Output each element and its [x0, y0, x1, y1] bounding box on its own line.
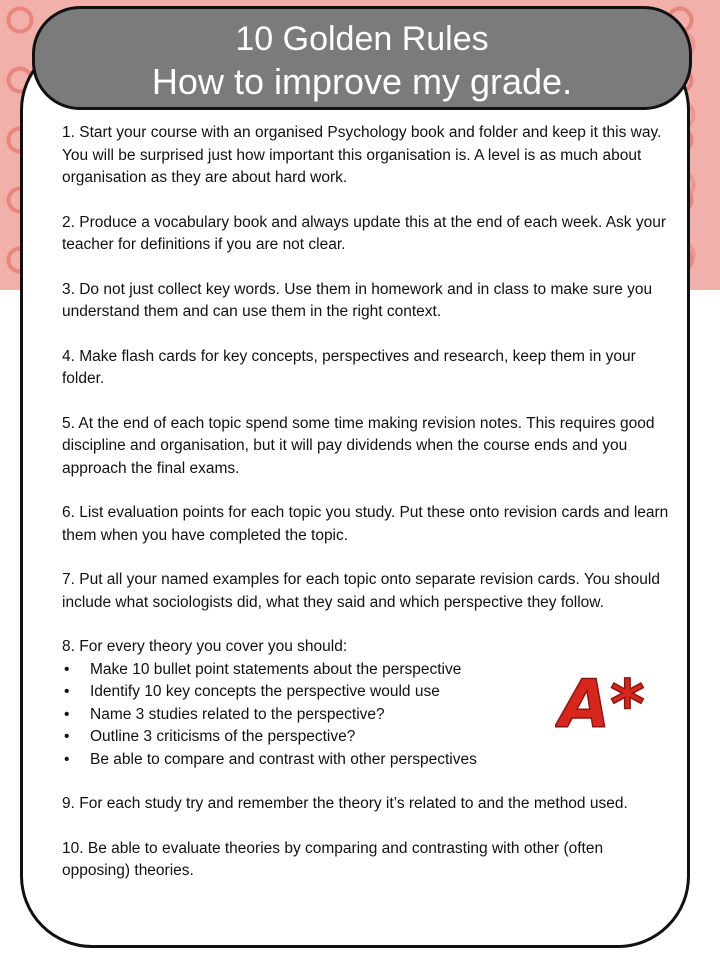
bullet-item: • Name 3 studies related to the perspective? — [62, 704, 672, 727]
rule-2: 2. Produce a vocabulary book and always update this at the end of each week. Ask your teacher for definitions if you are not clear. — [62, 213, 667, 253]
grade-badge-text: A* — [559, 666, 645, 743]
bullet-item: • Make 10 bullet point statements about the perspective — [62, 659, 672, 682]
bullet-item: • Outline 3 criticisms of the perspective? — [62, 726, 672, 749]
bullet-item: • Identify 10 key concepts the perspective would use — [62, 681, 672, 704]
rule-5: 5. At the end of each topic spend some time making revision notes. This requires good discipline and organisation, but it will pay dividends when the course ends and you approach the final exams. — [62, 414, 655, 477]
page-title: 10 Golden Rules — [235, 20, 489, 58]
page-subtitle: How to improve my grade. — [151, 61, 573, 102]
rule-7: 7. Put all your named examples for each topic onto separate revision cards. You should include what sociologists did, what they said and which perspective they follow. — [62, 571, 660, 611]
a-star-grade-icon — [555, 665, 655, 745]
bullet-item: • Be able to compare and contrast with other perspectives — [62, 749, 672, 772]
rule-4: 4. Make flash cards for key concepts, perspectives and research, keep them in your folder. — [62, 347, 636, 387]
rule-8: 8. For every theory you cover you should: — [62, 638, 348, 655]
title-banner — [32, 6, 692, 110]
rule-6: 6. List evaluation points for each topic you study. Put these onto revision cards and learn them when you have completed the topic. — [62, 504, 669, 544]
rule-1: 1. Start your course with an organised Psychology book and folder and keep it this way. You will be surprised just how important this organisation is. A level is as much about organisation as they are about hard work. — [62, 124, 662, 186]
rule-9: 9. For each study try and remember the theory it’s related to and the method used. — [62, 795, 628, 812]
rules-list — [62, 122, 672, 905]
rule-3: 3. Do not just collect key words. Use them in homework and in class to make sure you understand them and can use them in the right context. — [62, 280, 653, 320]
rule-10: 10. Be able to evaluate theories by comparing and contrasting with other (often opposing) theories. — [62, 839, 604, 879]
